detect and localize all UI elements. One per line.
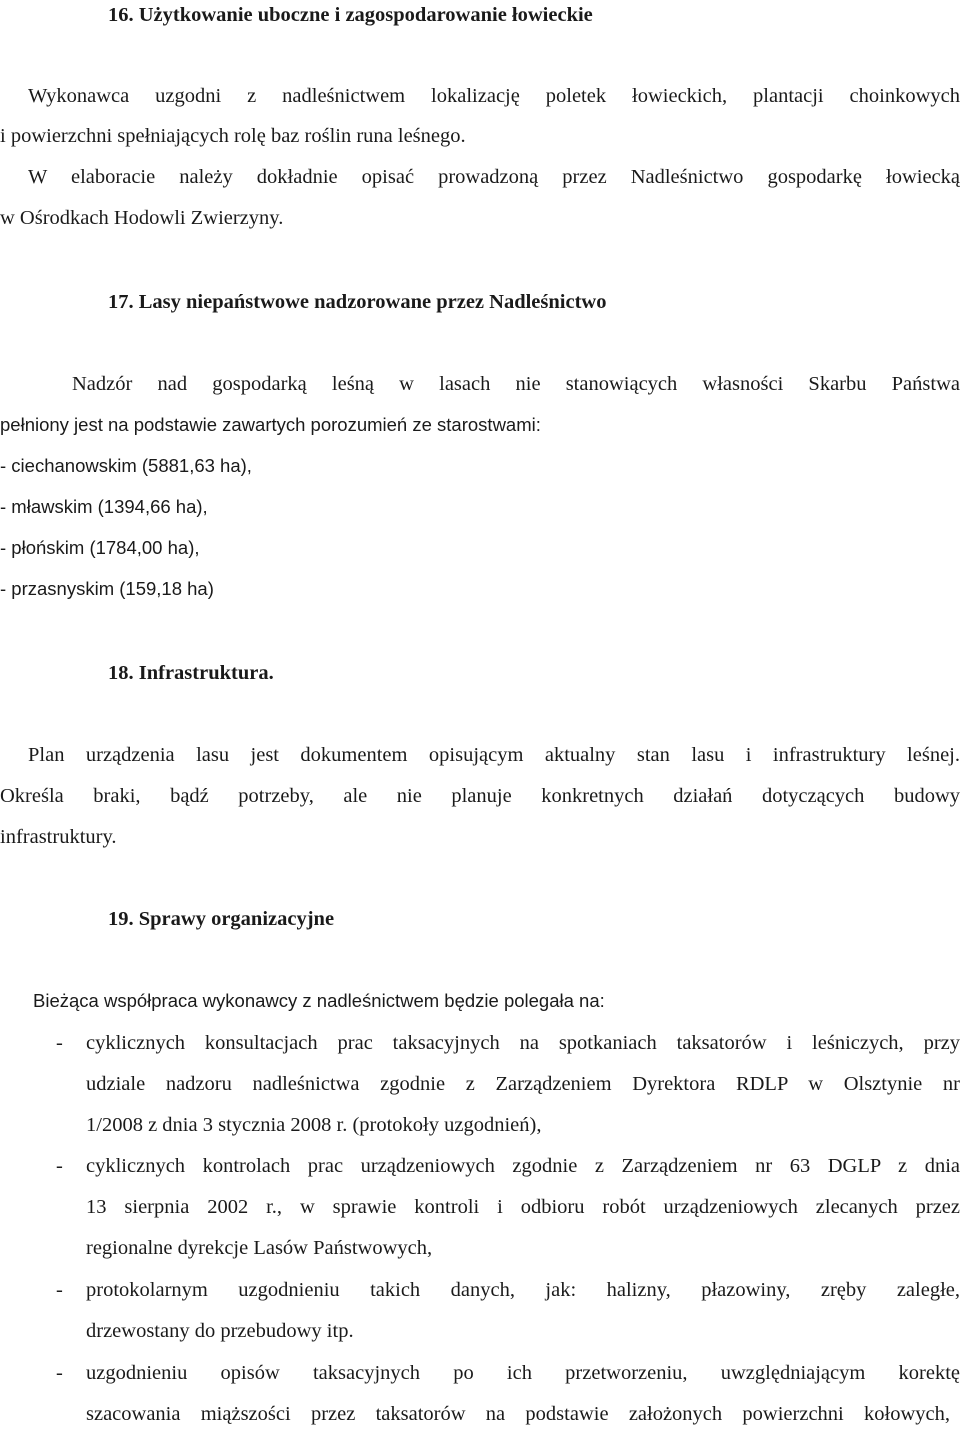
section-16-heading: 16. Użytkowanie uboczne i zagospodarowanie łowieckie — [108, 4, 593, 26]
list-item: - przasnyskim (159,18 ha) — [0, 578, 214, 599]
list-item: - ciechanowskim (5881,63 ha), — [0, 455, 252, 476]
section-17-paragraph-line: Nadzór nad gospodarką leśną w lasach nie stanowiących własności Skarbu Państwa — [72, 373, 960, 395]
list-item-line: cyklicznych kontrolach prac urządzeniowych zgodnie z Zarządzeniem nr 63 DGLP z dnia — [86, 1155, 960, 1177]
list-item-line: szacowania miąższości przez taksatorów na podstawie założonych powierzchni kołowych, — [86, 1403, 950, 1425]
section-18-heading: 18. Infrastruktura. — [108, 662, 274, 684]
list-dash: - — [56, 1032, 63, 1054]
list-item-line: cyklicznych konsultacjach prac taksacyjnych na spotkaniach taksatorów i leśniczych, przy — [86, 1032, 960, 1054]
section-16-paragraph-line: Wykonawca uzgodni z nadleśnictwem lokalizację poletek łowieckich, plantacji choinkowych — [28, 85, 960, 107]
section-17-paragraph-line: pełniony jest na podstawie zawartych porozumień ze starostwami: — [0, 414, 541, 435]
list-item-line: udziale nadzoru nadleśnictwa zgodnie z Zarządzeniem Dyrektora RDLP w Olsztynie nr — [86, 1073, 960, 1095]
section-16-paragraph-line: i powierzchni spełniających rolę baz roślin runa leśnego. — [0, 125, 466, 147]
list-item-line: drzewostany do przebudowy itp. — [86, 1320, 354, 1342]
list-item-line: 1/2008 z dnia 3 stycznia 2008 r. (protokoły uzgodnień), — [86, 1114, 542, 1136]
section-18-paragraph-line: Plan urządzenia lasu jest dokumentem opisującym aktualny stan lasu i infrastruktury leśnej. — [28, 744, 960, 766]
section-18-paragraph-line: Określa braki, bądź potrzeby, ale nie planuje konkretnych działań dotyczących budowy — [0, 785, 960, 807]
section-16-paragraph-line: W elaboracie należy dokładnie opisać prowadzoną przez Nadleśnictwo gospodarkę łowiecką — [28, 166, 960, 188]
section-16-paragraph-line: w Ośrodkach Hodowli Zwierzyny. — [0, 207, 284, 229]
list-dash: - — [56, 1279, 63, 1301]
list-dash: - — [56, 1155, 63, 1177]
list-dash: - — [56, 1362, 63, 1384]
section-19-heading: 19. Sprawy organizacyjne — [108, 908, 335, 930]
list-item: - płońskim (1784,00 ha), — [0, 537, 200, 558]
list-item-line: regionalne dyrekcje Lasów Państwowych, — [86, 1237, 433, 1259]
section-18-paragraph-line: infrastruktury. — [0, 826, 117, 848]
list-item-line: 13 sierpnia 2002 r., w sprawie kontroli i odbioru robót urządzeniowych zlecanych przez — [86, 1196, 960, 1218]
list-item-line: uzgodnieniu opisów taksacyjnych po ich przetworzeniu, uwzględniającym korektę — [86, 1362, 960, 1384]
list-item-line: protokolarnym uzgodnieniu takich danych, jak: halizny, płazowiny, zręby zaległe, — [86, 1279, 960, 1301]
section-19-intro: Bieżąca współpraca wykonawcy z nadleśnictwem będzie polegała na: — [33, 990, 605, 1011]
list-item: - mławskim (1394,66 ha), — [0, 496, 208, 517]
section-17-heading: 17. Lasy niepaństwowe nadzorowane przez Nadleśnictwo — [108, 291, 607, 313]
